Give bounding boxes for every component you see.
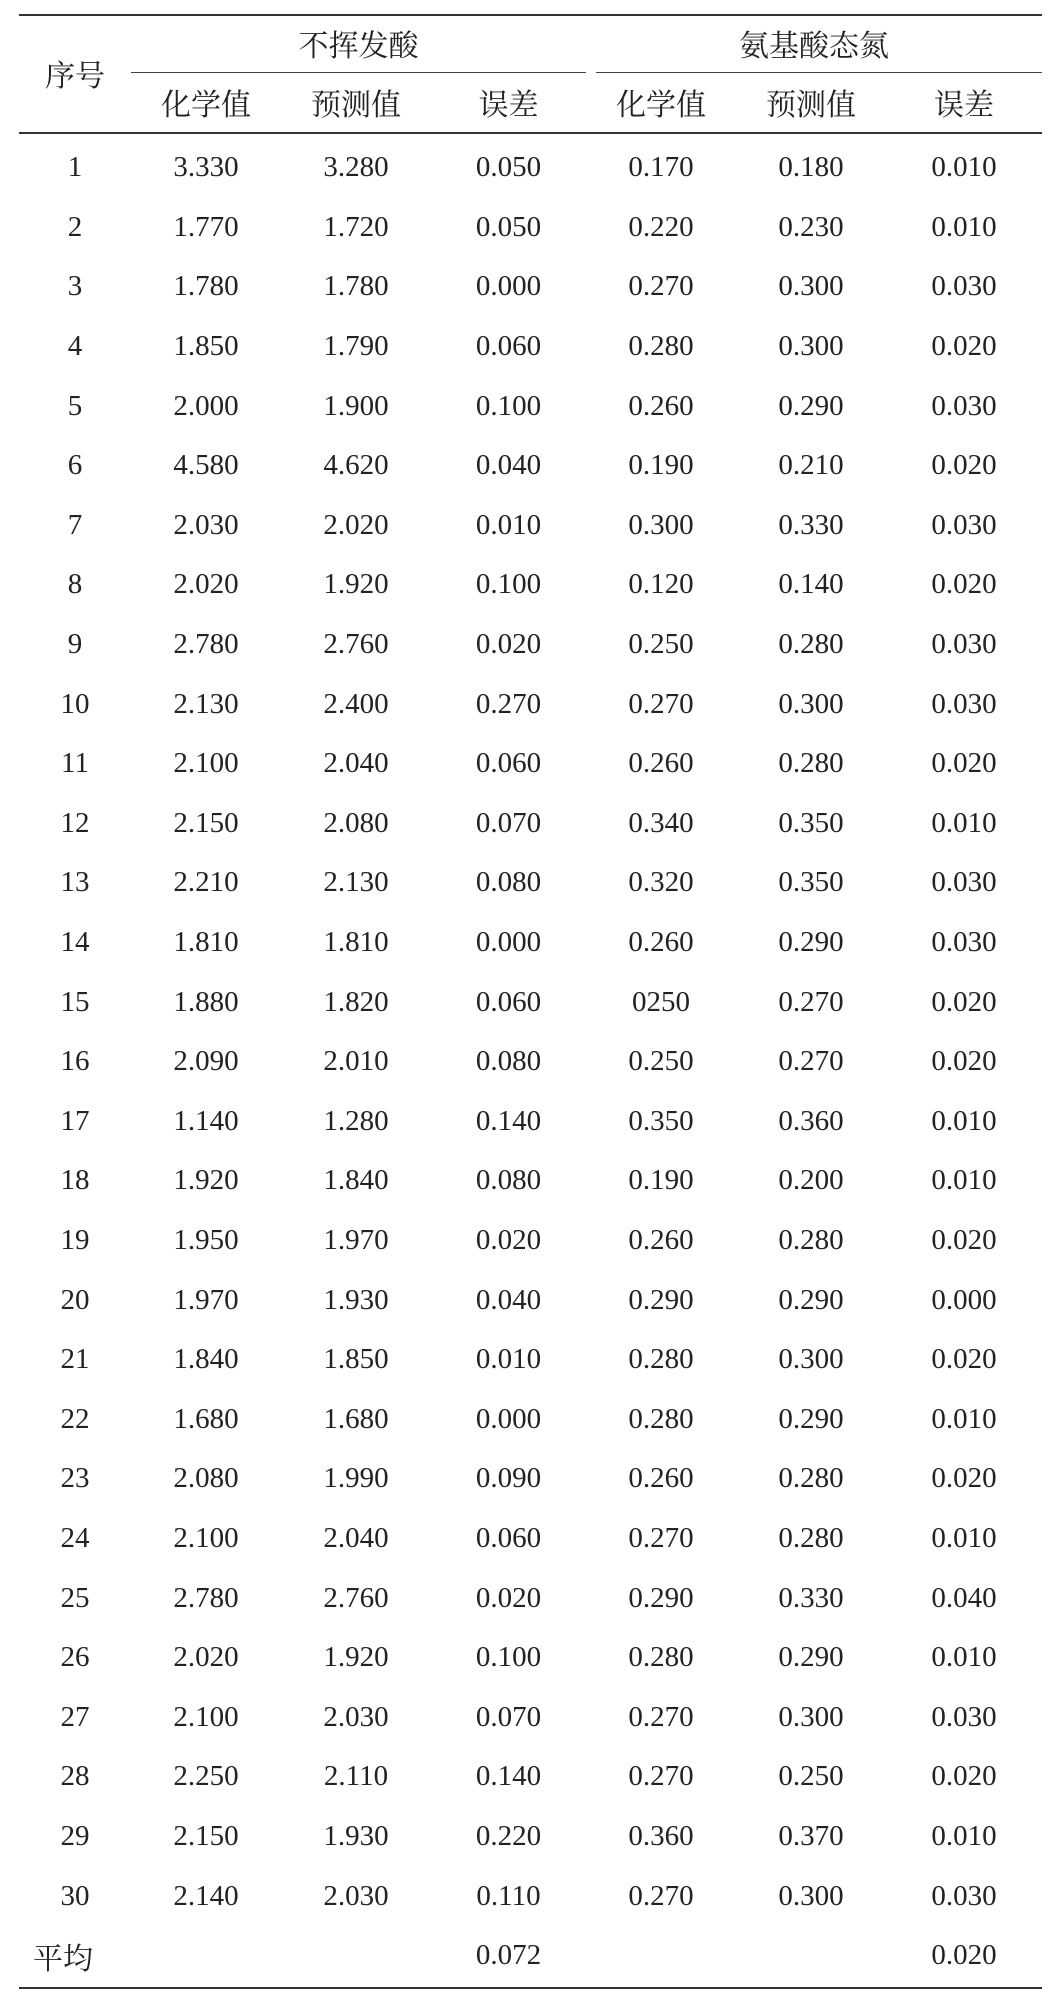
sub-header: 预测值 — [311, 89, 401, 122]
table-cell: 0.280 — [628, 1402, 694, 1435]
group2-underline — [596, 72, 1042, 73]
table-cell: 0.140 — [778, 568, 844, 601]
table-cell — [586, 1926, 736, 1986]
table-cell: 0.030 — [931, 1700, 997, 1733]
table-cell: 0.100 — [475, 1641, 542, 1674]
table-cell: 1.880 — [173, 985, 239, 1018]
table-cell: 0.080 — [475, 866, 542, 899]
table-cell: 0.090 — [475, 1462, 542, 1495]
table-cell: 0.030 — [931, 270, 997, 303]
table-cell: 0.000 — [931, 1283, 997, 1316]
table-cell: 1.810 — [173, 926, 239, 959]
table-cell: 0.020 — [931, 568, 997, 601]
table-cell: 0.020 — [931, 1343, 997, 1376]
table-cell: 1.850 — [173, 330, 239, 363]
table-cell: 0250 — [632, 985, 690, 1018]
table-cell: 0.270 — [778, 985, 844, 1018]
table-cell: 0.020 — [931, 1462, 997, 1495]
table-cell: 0.260 — [628, 389, 694, 422]
table-cell: 0.320 — [628, 866, 694, 899]
table-cell: 2.780 — [173, 1581, 239, 1614]
table-cell: 0.300 — [778, 1879, 844, 1912]
table-cell: 1.770 — [173, 210, 239, 243]
table-body — [19, 132, 1042, 1985]
data-table-container — [19, 14, 1042, 1985]
table-cell: 0.100 — [475, 389, 542, 422]
table-row — [19, 1509, 1042, 1569]
table-cell: 0.220 — [628, 210, 694, 243]
table-cell: 2.250 — [173, 1760, 239, 1793]
table-cell: 0.080 — [475, 1164, 542, 1197]
table-row — [19, 1807, 1042, 1867]
table-cell: 0.030 — [931, 508, 997, 541]
table-row — [19, 1330, 1042, 1390]
table-cell: 0.270 — [628, 687, 694, 720]
table-cell: 0.050 — [475, 210, 542, 243]
table-cell: 2.210 — [173, 866, 239, 899]
table-cell: 1.840 — [173, 1343, 239, 1376]
table-cell: 0.270 — [628, 1879, 694, 1912]
table-cell: 0.270 — [628, 1760, 694, 1793]
table-cell: 2.020 — [173, 568, 239, 601]
table-cell: 2.090 — [173, 1045, 239, 1078]
table-cell: 0.190 — [628, 1164, 694, 1197]
row-index-cell: 8 — [67, 568, 83, 601]
table-cell: 0.280 — [778, 1521, 844, 1554]
table-cell: 0.270 — [628, 1700, 694, 1733]
table-row — [19, 132, 1042, 198]
table-cell: 2.110 — [323, 1760, 389, 1793]
row-index-cell: 7 — [67, 508, 83, 541]
table-cell: 2.010 — [323, 1045, 389, 1078]
row-index-cell: 3 — [67, 270, 83, 303]
row-index-cell: 16 — [60, 1045, 90, 1078]
table-cell: 1.930 — [323, 1819, 389, 1852]
table-cell: 0.030 — [931, 628, 997, 661]
table-cell: 0.060 — [475, 985, 542, 1018]
table-cell: 0.170 — [628, 151, 694, 184]
table-cell: 0.350 — [628, 1104, 694, 1137]
table-cell: 0.290 — [778, 1402, 844, 1435]
table-cell: 2.100 — [173, 1700, 239, 1733]
row-index-cell: 22 — [60, 1402, 90, 1435]
table-cell: 2.000 — [173, 389, 239, 422]
table-cell: 0.010 — [931, 151, 997, 184]
header-rule — [19, 132, 1042, 134]
table-cell: 2.030 — [323, 1700, 389, 1733]
table-cell: 1.720 — [323, 210, 389, 243]
table-cell: 0.270 — [475, 687, 542, 720]
group1-underline — [131, 72, 586, 73]
table-cell: 0.030 — [931, 687, 997, 720]
table-cell: 0.030 — [931, 866, 997, 899]
table-cell: 1.970 — [173, 1283, 239, 1316]
table-cell: 0.010 — [931, 1521, 997, 1554]
table-cell: 0.290 — [778, 926, 844, 959]
table-cell: 0.280 — [628, 330, 694, 363]
table-row — [19, 317, 1042, 377]
table-cell: 2.030 — [173, 508, 239, 541]
sub-header: 误差 — [934, 89, 994, 122]
average-error-amino-nitrogen: 0.020 — [931, 1939, 997, 1972]
table-row — [19, 198, 1042, 258]
row-index-cell: 9 — [67, 628, 83, 661]
table-cell: 1.780 — [323, 270, 389, 303]
average-error-nonvolatile-acid: 0.072 — [475, 1939, 542, 1972]
table-cell: 0.270 — [628, 1521, 694, 1554]
row-index-cell: 2 — [67, 210, 83, 243]
table-cell: 0.190 — [628, 449, 694, 482]
table-cell: 2.400 — [323, 687, 389, 720]
row-index-cell: 19 — [60, 1223, 90, 1256]
table-cell: 0.010 — [931, 1819, 997, 1852]
row-index-cell: 4 — [67, 330, 83, 363]
table-cell: 4.620 — [323, 449, 389, 482]
table-cell: 0.010 — [931, 806, 997, 839]
table-cell: 0.290 — [628, 1283, 694, 1316]
table-cell: 0.230 — [778, 210, 844, 243]
table-cell: 2.020 — [323, 508, 389, 541]
table-cell: 2.130 — [173, 687, 239, 720]
table-cell: 1.680 — [173, 1402, 239, 1435]
table-cell: 1.820 — [323, 985, 389, 1018]
table-cell: 0.020 — [475, 1223, 542, 1256]
table-cell: 1.850 — [323, 1343, 389, 1376]
table-row — [19, 913, 1042, 973]
table-cell: 0.270 — [778, 1045, 844, 1078]
table-cell: 0.080 — [475, 1045, 542, 1078]
sub-header: 化学值 — [161, 89, 251, 122]
table-row — [19, 496, 1042, 556]
table-cell: 0.280 — [778, 628, 844, 661]
table-cell: 0.260 — [628, 1462, 694, 1495]
table-cell: 0.020 — [931, 1045, 997, 1078]
table-cell: 0.250 — [778, 1760, 844, 1793]
index-header: 序号 — [45, 60, 105, 93]
table-cell: 0.030 — [931, 926, 997, 959]
row-index-cell: 27 — [60, 1700, 90, 1733]
table-cell: 1.970 — [323, 1223, 389, 1256]
table-cell: 0.000 — [475, 1402, 542, 1435]
table-cell: 0.140 — [475, 1104, 542, 1137]
table-row — [19, 1151, 1042, 1211]
table-cell: 0.180 — [778, 151, 844, 184]
table-cell: 2.150 — [173, 806, 239, 839]
table-cell: 2.080 — [173, 1462, 239, 1495]
row-index-cell: 1 — [67, 151, 83, 184]
table-cell: 0.280 — [628, 1641, 694, 1674]
table-cell: 0.220 — [475, 1819, 542, 1852]
table-cell: 0.340 — [628, 806, 694, 839]
table-cell: 0.010 — [475, 508, 542, 541]
table-row — [19, 376, 1042, 436]
table-cell: 2.100 — [173, 747, 239, 780]
table-row — [19, 1628, 1042, 1688]
row-index-cell: 5 — [67, 389, 83, 422]
table-cell: 2.040 — [323, 1521, 389, 1554]
table-row — [19, 1866, 1042, 1926]
table-cell: 0.280 — [778, 747, 844, 780]
table-cell — [736, 1926, 886, 1986]
row-index-cell: 11 — [61, 747, 89, 780]
table-cell: 0.280 — [628, 1343, 694, 1376]
table-cell: 0.040 — [475, 449, 542, 482]
table-cell: 2.130 — [323, 866, 389, 899]
table-cell: 0.330 — [778, 1581, 844, 1614]
table-cell: 0.030 — [931, 1879, 997, 1912]
table-row — [19, 1568, 1042, 1628]
table-cell: 1.840 — [323, 1164, 389, 1197]
table-cell: 1.950 — [173, 1223, 239, 1256]
table-row — [19, 1687, 1042, 1747]
row-index-cell: 26 — [60, 1641, 90, 1674]
table-row — [19, 734, 1042, 794]
table-cell: 1.920 — [323, 1641, 389, 1674]
table-cell: 0.280 — [778, 1223, 844, 1256]
top-rule — [19, 14, 1042, 16]
row-index-cell: 17 — [60, 1104, 90, 1137]
table-cell: 2.150 — [173, 1819, 239, 1852]
row-index-cell: 30 — [60, 1879, 90, 1912]
table-row — [19, 674, 1042, 734]
table-cell: 2.040 — [323, 747, 389, 780]
table-cell: 2.760 — [323, 628, 389, 661]
table-cell — [281, 1926, 431, 1986]
table-row — [19, 1449, 1042, 1509]
row-index-cell: 20 — [60, 1283, 90, 1316]
table-cell: 2.760 — [323, 1581, 389, 1614]
table-cell: 0.040 — [931, 1581, 997, 1614]
table-cell: 0.110 — [476, 1879, 541, 1912]
table-cell: 0.010 — [475, 1343, 542, 1376]
table-row — [19, 972, 1042, 1032]
table-cell: 1.790 — [323, 330, 389, 363]
table-cell: 0.060 — [475, 1521, 542, 1554]
table-cell: 0.260 — [628, 1223, 694, 1256]
table-row — [19, 615, 1042, 675]
table-cell: 2.020 — [173, 1641, 239, 1674]
table-cell: 0.050 — [475, 151, 542, 184]
table-cell: 0.260 — [628, 926, 694, 959]
average-label: 平均 — [33, 1942, 93, 1976]
table-cell: 1.810 — [323, 926, 389, 959]
table-cell: 2.780 — [173, 628, 239, 661]
table-cell: 0.250 — [628, 628, 694, 661]
table-row — [19, 853, 1042, 913]
table-cell: 0.020 — [931, 1223, 997, 1256]
table-cell: 2.140 — [173, 1879, 239, 1912]
table-cell: 0.030 — [931, 389, 997, 422]
row-index-cell: 10 — [60, 687, 90, 720]
table-cell: 0.300 — [778, 687, 844, 720]
row-index-cell: 25 — [60, 1581, 90, 1614]
table-cell: 0.060 — [475, 747, 542, 780]
table-cell: 0.010 — [931, 1641, 997, 1674]
average-row — [19, 1926, 1042, 1986]
table-row — [19, 257, 1042, 317]
table-row — [19, 794, 1042, 854]
table-cell: 3.280 — [323, 151, 389, 184]
table-row — [19, 1211, 1042, 1271]
table-cell: 1.280 — [323, 1104, 389, 1137]
table-cell: 0.290 — [778, 389, 844, 422]
table-cell: 1.990 — [323, 1462, 389, 1495]
row-index-cell: 13 — [60, 866, 90, 899]
table-cell: 0.020 — [931, 747, 997, 780]
table-cell: 0.250 — [628, 1045, 694, 1078]
table-cell: 0.260 — [628, 747, 694, 780]
table-row — [19, 1389, 1042, 1449]
table-cell: 0.010 — [931, 1104, 997, 1137]
row-index-cell: 21 — [60, 1343, 90, 1376]
table-row — [19, 1747, 1042, 1807]
table-cell: 0.360 — [628, 1819, 694, 1852]
table-cell: 0.360 — [778, 1104, 844, 1137]
table-row — [19, 1092, 1042, 1152]
table-cell: 0.140 — [475, 1760, 542, 1793]
table-cell: 0.010 — [931, 1164, 997, 1197]
table-row — [19, 436, 1042, 496]
table-cell: 2.100 — [173, 1521, 239, 1554]
table-cell: 2.080 — [323, 806, 389, 839]
table-cell: 0.070 — [475, 806, 542, 839]
table-cell: 3.330 — [173, 151, 239, 184]
table-cell: 0.020 — [931, 1760, 997, 1793]
table-cell: 1.920 — [323, 568, 389, 601]
table-cell: 0.010 — [931, 1402, 997, 1435]
table-cell: 1.780 — [173, 270, 239, 303]
table-cell: 0.020 — [931, 985, 997, 1018]
table-cell: 1.140 — [173, 1104, 239, 1137]
group-header-amino-nitrogen: 氨基酸态氮 — [739, 30, 889, 63]
row-index-cell: 23 — [60, 1462, 90, 1495]
table-cell: 0.280 — [778, 1462, 844, 1495]
table-row — [19, 1270, 1042, 1330]
row-index-cell: 28 — [60, 1760, 90, 1793]
table-cell: 0.070 — [475, 1700, 542, 1733]
table-cell: 2.030 — [323, 1879, 389, 1912]
table-cell: 0.000 — [475, 926, 542, 959]
group-header-nonvolatile-acid: 不挥发酸 — [298, 30, 419, 63]
table-cell: 0.290 — [778, 1283, 844, 1316]
row-index-cell: 6 — [67, 449, 83, 482]
row-index-cell: 24 — [60, 1521, 90, 1554]
table-row — [19, 555, 1042, 615]
header-sub-row — [19, 72, 1042, 132]
table-cell: 0.000 — [475, 270, 542, 303]
table-cell: 0.060 — [475, 330, 542, 363]
table-cell: 0.040 — [475, 1283, 542, 1316]
row-index-cell: 14 — [60, 926, 90, 959]
row-index-cell: 12 — [60, 806, 90, 839]
row-index-cell: 15 — [60, 985, 90, 1018]
table-cell: 0.120 — [628, 568, 694, 601]
table-cell: 0.020 — [931, 330, 997, 363]
table-cell: 1.930 — [323, 1283, 389, 1316]
table-cell: 0.010 — [931, 210, 997, 243]
table-cell: 0.020 — [931, 449, 997, 482]
table-cell: 0.300 — [778, 330, 844, 363]
header-group-row — [19, 14, 1042, 72]
table-row — [19, 1032, 1042, 1092]
table-cell: 1.680 — [323, 1402, 389, 1435]
table-cell: 0.100 — [475, 568, 542, 601]
table-cell: 1.920 — [173, 1164, 239, 1197]
table-cell: 0.200 — [778, 1164, 844, 1197]
table-cell: 0.210 — [778, 449, 844, 482]
table-cell: 0.020 — [475, 1581, 542, 1614]
table-cell: 0.350 — [778, 806, 844, 839]
table-cell: 0.020 — [475, 628, 542, 661]
table-cell — [131, 1926, 281, 1986]
table-cell: 0.270 — [628, 270, 694, 303]
table-cell: 0.350 — [778, 866, 844, 899]
table-cell: 0.290 — [628, 1581, 694, 1614]
sub-header: 预测值 — [766, 89, 856, 122]
table-cell: 0.300 — [628, 508, 694, 541]
sub-header: 误差 — [478, 89, 539, 122]
table-cell: 0.300 — [778, 1343, 844, 1376]
table-cell: 0.370 — [778, 1819, 844, 1852]
table-cell: 0.330 — [778, 508, 844, 541]
table-cell: 4.580 — [173, 449, 239, 482]
table-cell: 0.300 — [778, 1700, 844, 1733]
row-index-cell: 18 — [60, 1164, 90, 1197]
table-cell: 1.900 — [323, 389, 389, 422]
table-cell: 0.300 — [778, 270, 844, 303]
table-cell: 0.290 — [778, 1641, 844, 1674]
row-index-cell: 29 — [60, 1819, 90, 1852]
results-table — [19, 14, 1042, 1985]
sub-header: 化学值 — [616, 89, 706, 122]
